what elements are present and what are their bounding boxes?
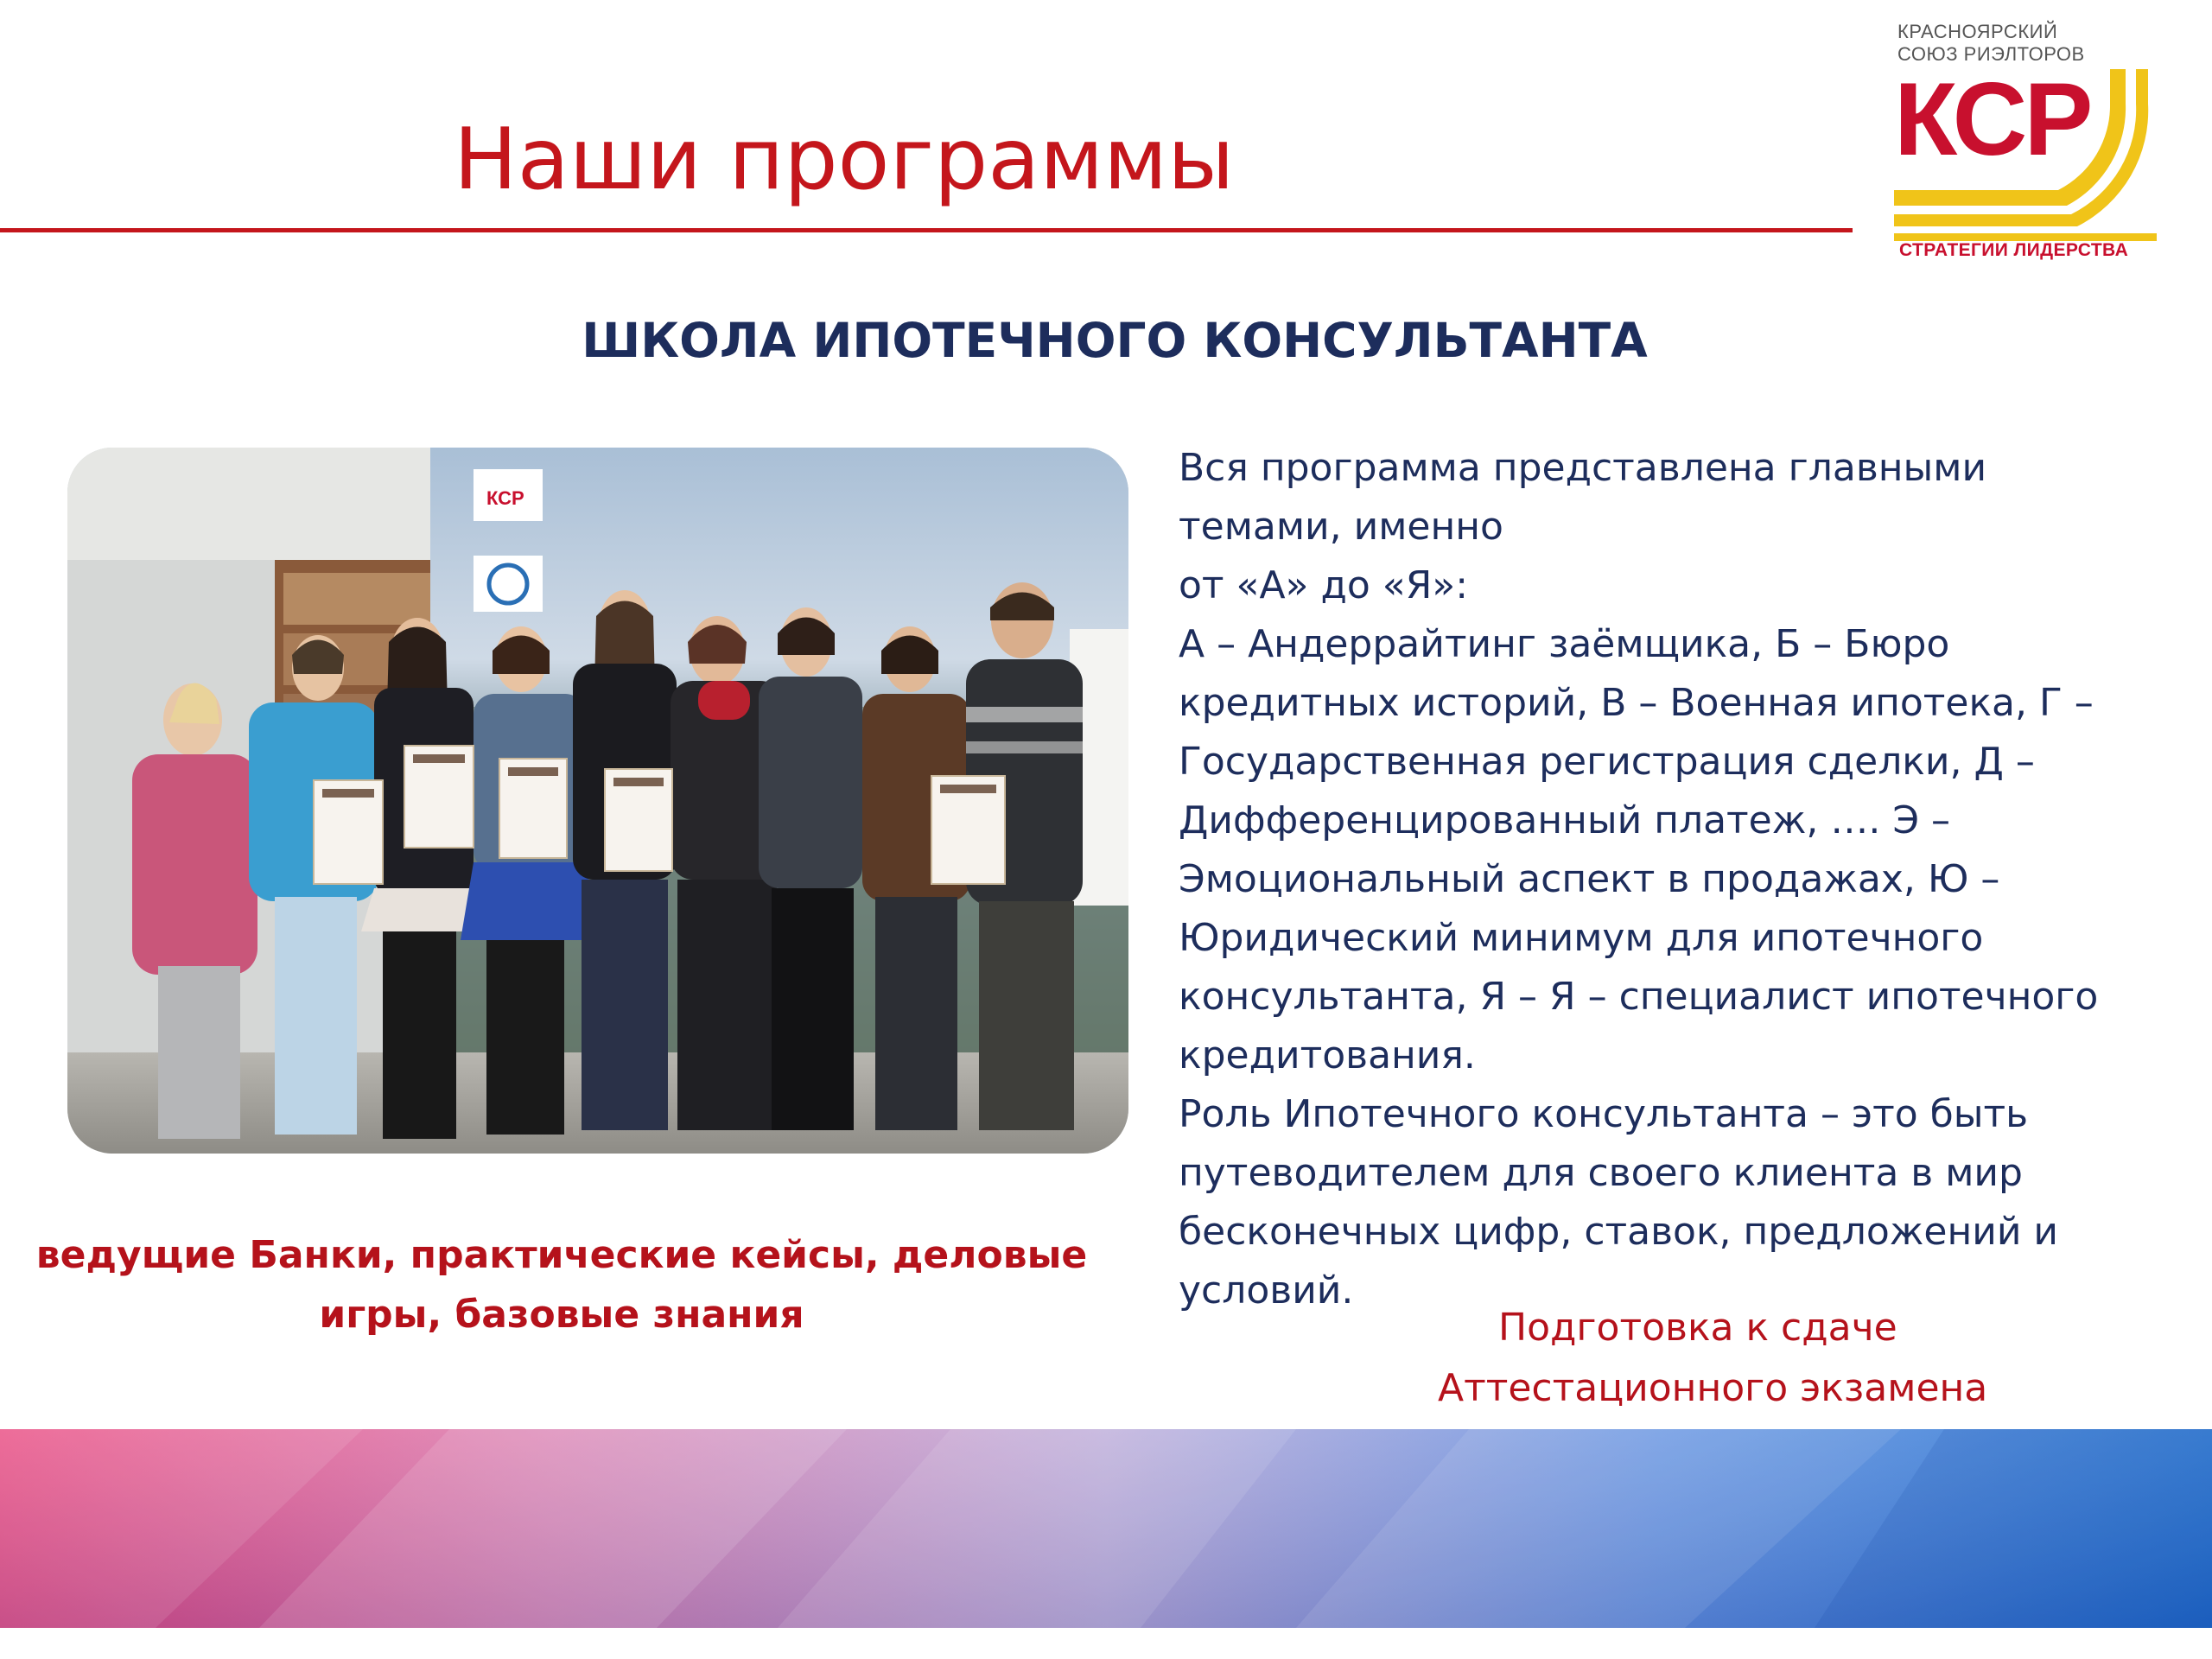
description-line: Дифференцированный платеж, …. Э –	[1179, 798, 1951, 842]
caption-line-2: игры, базовые знания	[319, 1293, 804, 1337]
description-line: от «А» до «Я»:	[1179, 563, 1469, 607]
group-photo-illustration	[67, 448, 1128, 1154]
logo-mark: КСР	[1894, 61, 2090, 177]
description-line: Роль Ипотечного консультанта – это быть	[1179, 1092, 2029, 1136]
description-line: кредитования.	[1179, 1033, 1476, 1077]
logo-org-name	[1897, 21, 2157, 66]
slide-title: Наши программы	[454, 111, 1235, 209]
description-line: А – Андеррайтинг заёмщика, Б – Бюро	[1179, 622, 1950, 666]
banner-logo-text: КСР	[486, 487, 524, 509]
description-line: Государственная регистрация сделки, Д –	[1179, 740, 2035, 784]
exam-line-1: Подготовка к сдаче	[1498, 1306, 1897, 1350]
logo-line-2: СОЮЗ РИЭЛТОРОВ	[1897, 43, 2085, 65]
description-line: Эмоциональный аспект в продажах, Ю –	[1179, 857, 2000, 901]
decorative-bottom-band	[0, 1429, 2212, 1628]
description-line: путеводителем для своего клиента в мир	[1179, 1151, 2023, 1195]
description-line: Вся программа представлена главными	[1179, 446, 1987, 490]
description-line: темами, именно	[1179, 505, 1503, 549]
title-divider	[0, 228, 1853, 232]
description-line: кредитных историй, В – Военная ипотека, Г –	[1179, 681, 2094, 725]
description-line: консультанта, Я – Я – специалист ипотечного	[1179, 975, 2099, 1019]
description-line: бесконечных цифр, ставок, предложений и	[1179, 1210, 2058, 1254]
exam-preparation-note	[1438, 1298, 2043, 1419]
program-description	[1179, 439, 2172, 1320]
group-photo	[67, 448, 1128, 1154]
exam-line-2: Аттестационного экзамена	[1438, 1366, 1988, 1410]
logo-line-1: КРАСНОЯРСКИЙ	[1897, 21, 2058, 42]
program-features-caption	[35, 1225, 1089, 1344]
logo-tagline: СТРАТЕГИИ ЛИДЕРСТВА	[1899, 240, 2129, 260]
caption-line-1: ведущие Банки, практические кейсы, деловые	[35, 1233, 1088, 1277]
description-line: условий.	[1179, 1268, 1354, 1313]
section-heading: ШКОЛА ИПОТЕЧНОГО КОНСУЛЬТАНТА	[582, 313, 1648, 368]
ksr-logo	[1894, 17, 2162, 268]
description-line: Юридический минимум для ипотечного	[1179, 916, 1984, 960]
